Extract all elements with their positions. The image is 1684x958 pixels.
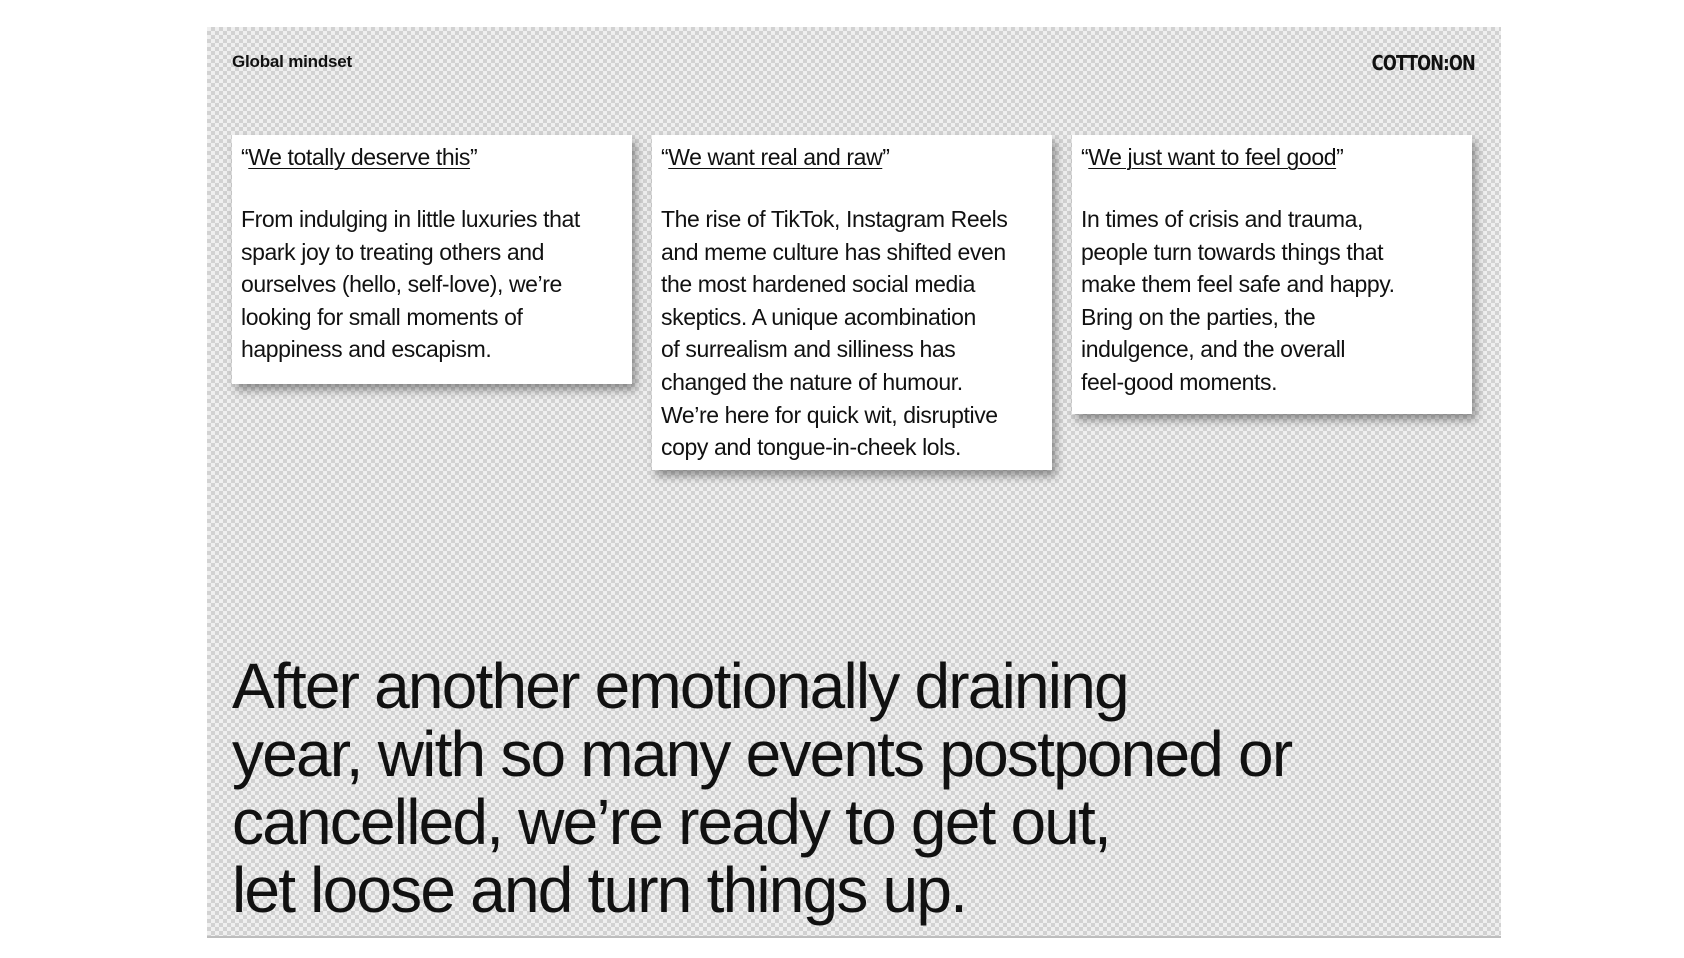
open-quote: “ <box>661 144 669 170</box>
headline <box>232 652 1291 924</box>
card-title-text: We want real and raw <box>668 144 883 170</box>
card-title <box>661 141 1043 173</box>
close-quote: ” <box>1336 144 1344 170</box>
card-body-line: copy and tongue-in-cheek lols. <box>661 434 961 461</box>
card-body <box>661 203 1043 464</box>
card-body-line: In times of crisis and trauma, <box>1081 206 1363 232</box>
card-body-line: people turn towards things that <box>1081 238 1384 265</box>
card-body-line: spark joy to treating others and <box>241 238 544 265</box>
card-title <box>1081 141 1463 173</box>
headline-line: cancelled, we’re ready to get out, <box>232 786 1111 858</box>
card-body-line: happiness and escapism. <box>241 336 492 363</box>
card-body-line: skeptics. A unique acombination <box>661 303 976 330</box>
card-body-line: looking for small moments of <box>241 303 523 330</box>
close-quote: ” <box>882 144 890 170</box>
card-body-line: Bring on the parties, the <box>1081 303 1316 330</box>
quote-card-2 <box>652 135 1052 470</box>
card-title <box>241 141 623 173</box>
card-body-line: the most hardened social media <box>661 271 976 298</box>
headline-line: After another emotionally draining <box>232 650 1128 722</box>
quote-card-3 <box>1072 135 1472 414</box>
card-body <box>241 203 623 366</box>
section-label: Global mindset <box>232 52 352 71</box>
card-title-text: We totally deserve this <box>248 144 471 170</box>
open-quote: “ <box>1081 144 1089 170</box>
card-body-line: feel-good moments. <box>1081 368 1278 395</box>
card-body-line: and meme culture has shifted even <box>661 238 1006 265</box>
card-title-text: We just want to feel good <box>1088 144 1337 170</box>
card-body-line: indulgence, and the overall <box>1081 336 1346 363</box>
close-quote: ” <box>470 144 478 170</box>
card-body-line: changed the nature of humour. <box>661 368 963 395</box>
headline-line: let loose and turn things up. <box>232 854 967 926</box>
quote-card-1 <box>232 135 632 384</box>
headline-line: year, with so many events postponed or <box>232 718 1292 790</box>
card-body-line: We’re here for quick wit, disruptive <box>661 401 998 428</box>
open-quote: “ <box>241 144 249 170</box>
card-body-line: The rise of TikTok, Instagram Reels <box>661 206 1008 232</box>
card-body-line: ourselves (hello, self-love), we’re <box>241 271 562 298</box>
card-body <box>1081 203 1463 399</box>
card-body-line: make them feel safe and happy. <box>1081 271 1395 298</box>
brand-logo: COTTON:ON <box>1371 51 1475 75</box>
card-body-line: of surrealism and silliness has <box>661 336 956 363</box>
slide <box>207 27 1501 938</box>
card-body-line: From indulging in little luxuries that <box>241 206 580 232</box>
